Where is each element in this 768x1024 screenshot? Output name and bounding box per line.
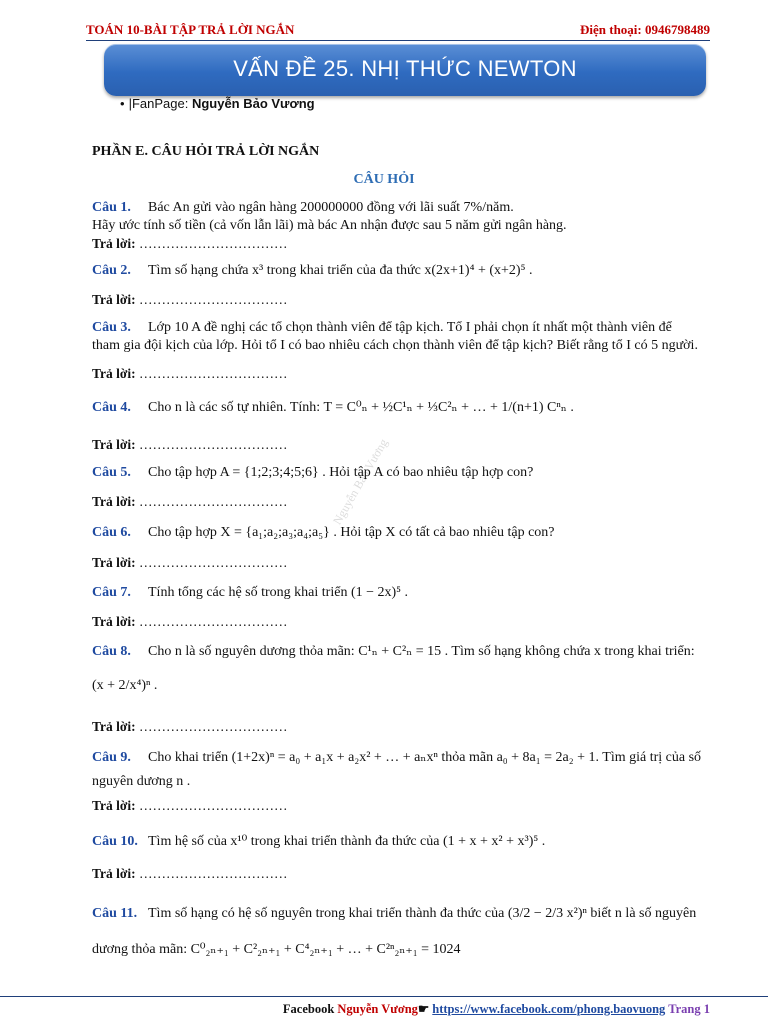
question-text: Tìm hệ số của x¹⁰ trong khai triển thành đa thức của (1 + x + x² + x³)⁵ . bbox=[148, 834, 546, 849]
question-5 bbox=[92, 464, 714, 482]
question-text: Cho khai triển (1+2x)ⁿ = a₀ + a₁x + a₂x² + … + aₙxⁿ thỏa mãn a₀ + 8a₁ = 2a₂ + 1. Tìm giá trị của số bbox=[148, 750, 702, 765]
footer-content bbox=[283, 1001, 710, 1017]
answer-line-1: Trả lời: …………………………… bbox=[92, 236, 288, 251]
question-text: Cho n là số nguyên dương thỏa mãn: C¹ₙ + C²ₙ = 15 . Tìm số hạng không chứa x trong khai triển: bbox=[148, 644, 695, 659]
question-number: Câu 11. bbox=[92, 906, 138, 921]
question-text-line2: tham gia đội kịch của lớp. Hỏi tổ I có bao nhiêu cách chọn thành viên để tập kịch? Biết rằng tổ I có 5 người. bbox=[92, 338, 698, 353]
answer-line-8: Trả lời: …………………………… bbox=[92, 719, 288, 734]
question-text: Cho tập hợp X = {a₁;a₂;a₃;a₄;a₅} . Hỏi tập X có tất cả bao nhiêu tập con? bbox=[148, 525, 555, 540]
question-text: Tính tổng các hệ số trong khai triển (1 − 2x)⁵ . bbox=[148, 585, 409, 600]
question-number: Câu 2. bbox=[92, 263, 131, 278]
facebook-link[interactable]: https://www.facebook.com/phong.baovuong bbox=[432, 1002, 666, 1016]
header-topic: -BÀI TẬP TRẢ LỜI NGẮN bbox=[139, 22, 295, 37]
page-footer bbox=[0, 996, 768, 1019]
answer-line-2: Trả lời: …………………………… bbox=[92, 292, 288, 307]
question-8 bbox=[92, 643, 714, 695]
answer-line-5: Trả lời: …………………………… bbox=[92, 494, 288, 509]
header-subject: TOÁN 10 bbox=[86, 22, 140, 37]
header-left bbox=[86, 22, 294, 38]
question-text: Bác An gửi vào ngân hàng 200000000 đồng với lãi suất 7%/năm. bbox=[148, 200, 514, 215]
answer-line-10: Trả lời: …………………………… bbox=[92, 866, 288, 881]
question-text: Tìm số hạng có hệ số nguyên trong khai triển thành đa thức của (3/2 − 2/3 x²)ⁿ biết n là số nguyên bbox=[148, 906, 697, 921]
watermark: Nguyễn Bảo Vương bbox=[330, 436, 391, 527]
fanpage-label: |FanPage: bbox=[128, 96, 192, 111]
page-header bbox=[86, 22, 710, 41]
question-text-line2: (x + 2/x⁴)ⁿ . bbox=[92, 678, 158, 693]
question-4 bbox=[92, 399, 714, 417]
title-banner: VẤN ĐỀ 25. NHỊ THỨC NEWTON bbox=[104, 44, 706, 96]
page-number: Trang 1 bbox=[665, 1002, 710, 1016]
question-3 bbox=[92, 319, 714, 355]
question-text: Cho n là các số tự nhiên. Tính: T = C⁰ₙ + ½C¹ₙ + ⅓C²ₙ + … + 1/(n+1) Cⁿₙ . bbox=[148, 400, 574, 415]
header-phone: Điện thoại: 0946798489 bbox=[580, 22, 710, 37]
question-number: Câu 4. bbox=[92, 400, 131, 415]
answer-line-4: Trả lời: …………………………… bbox=[92, 437, 288, 452]
footer-author: Nguyễn Vương bbox=[337, 1002, 418, 1016]
question-2 bbox=[92, 262, 714, 280]
question-number: Câu 10. bbox=[92, 834, 138, 849]
question-text: Cho tập hợp A = {1;2;3;4;5;6} . Hỏi tập A có bao nhiêu tập hợp con? bbox=[148, 465, 534, 480]
question-11 bbox=[92, 905, 714, 959]
section-title: PHẦN E. CÂU HỎI TRẢ LỜI NGẮN bbox=[92, 144, 320, 159]
question-7 bbox=[92, 584, 714, 602]
answer-line-9: Trả lời: …………………………… bbox=[92, 798, 288, 813]
question-number: Câu 1. bbox=[92, 200, 131, 215]
question-text-line2: nguyên dương n . bbox=[92, 774, 191, 789]
question-text-line2: dương thỏa mãn: C⁰₂ₙ₊₁ + C²₂ₙ₊₁ + C⁴₂ₙ₊₁ + … + C²ⁿ₂ₙ₊₁ = 1024 bbox=[92, 942, 461, 957]
answer-line-3: Trả lời: …………………………… bbox=[92, 366, 288, 381]
question-text: Tìm số hạng chứa x³ trong khai triển của đa thức x(2x+1)⁴ + (x+2)⁵ . bbox=[148, 263, 533, 278]
fanpage-name: Nguyễn Bảo Vương bbox=[191, 96, 315, 111]
answer-line-6: Trả lời: …………………………… bbox=[92, 555, 288, 570]
answer-line-7: Trả lời: …………………………… bbox=[92, 614, 288, 629]
pointing-hand-icon: ☛ bbox=[417, 1002, 433, 1016]
question-6 bbox=[92, 524, 714, 542]
question-number: Câu 5. bbox=[92, 465, 131, 480]
question-1 bbox=[92, 199, 714, 235]
fanpage-line bbox=[120, 96, 315, 111]
question-number: Câu 9. bbox=[92, 750, 131, 765]
question-9 bbox=[92, 749, 714, 791]
question-number: Câu 6. bbox=[92, 525, 131, 540]
question-number: Câu 3. bbox=[92, 320, 131, 335]
question-number: Câu 8. bbox=[92, 644, 131, 659]
question-number: Câu 7. bbox=[92, 585, 131, 600]
bullet-icon: • bbox=[120, 96, 125, 111]
question-text: Lớp 10 A đề nghị các tổ chọn thành viên để tập kịch. Tổ I phải chọn ít nhất một thành viên để bbox=[148, 320, 672, 335]
section-subtitle: CÂU HỎI bbox=[353, 172, 415, 187]
footer-prefix: Facebook bbox=[282, 1002, 338, 1016]
question-text-line2: Hãy ước tính số tiền (cả vốn lẫn lãi) mà bác An nhận được sau 5 năm gửi ngân hàng. bbox=[92, 218, 567, 233]
question-10 bbox=[92, 833, 714, 851]
